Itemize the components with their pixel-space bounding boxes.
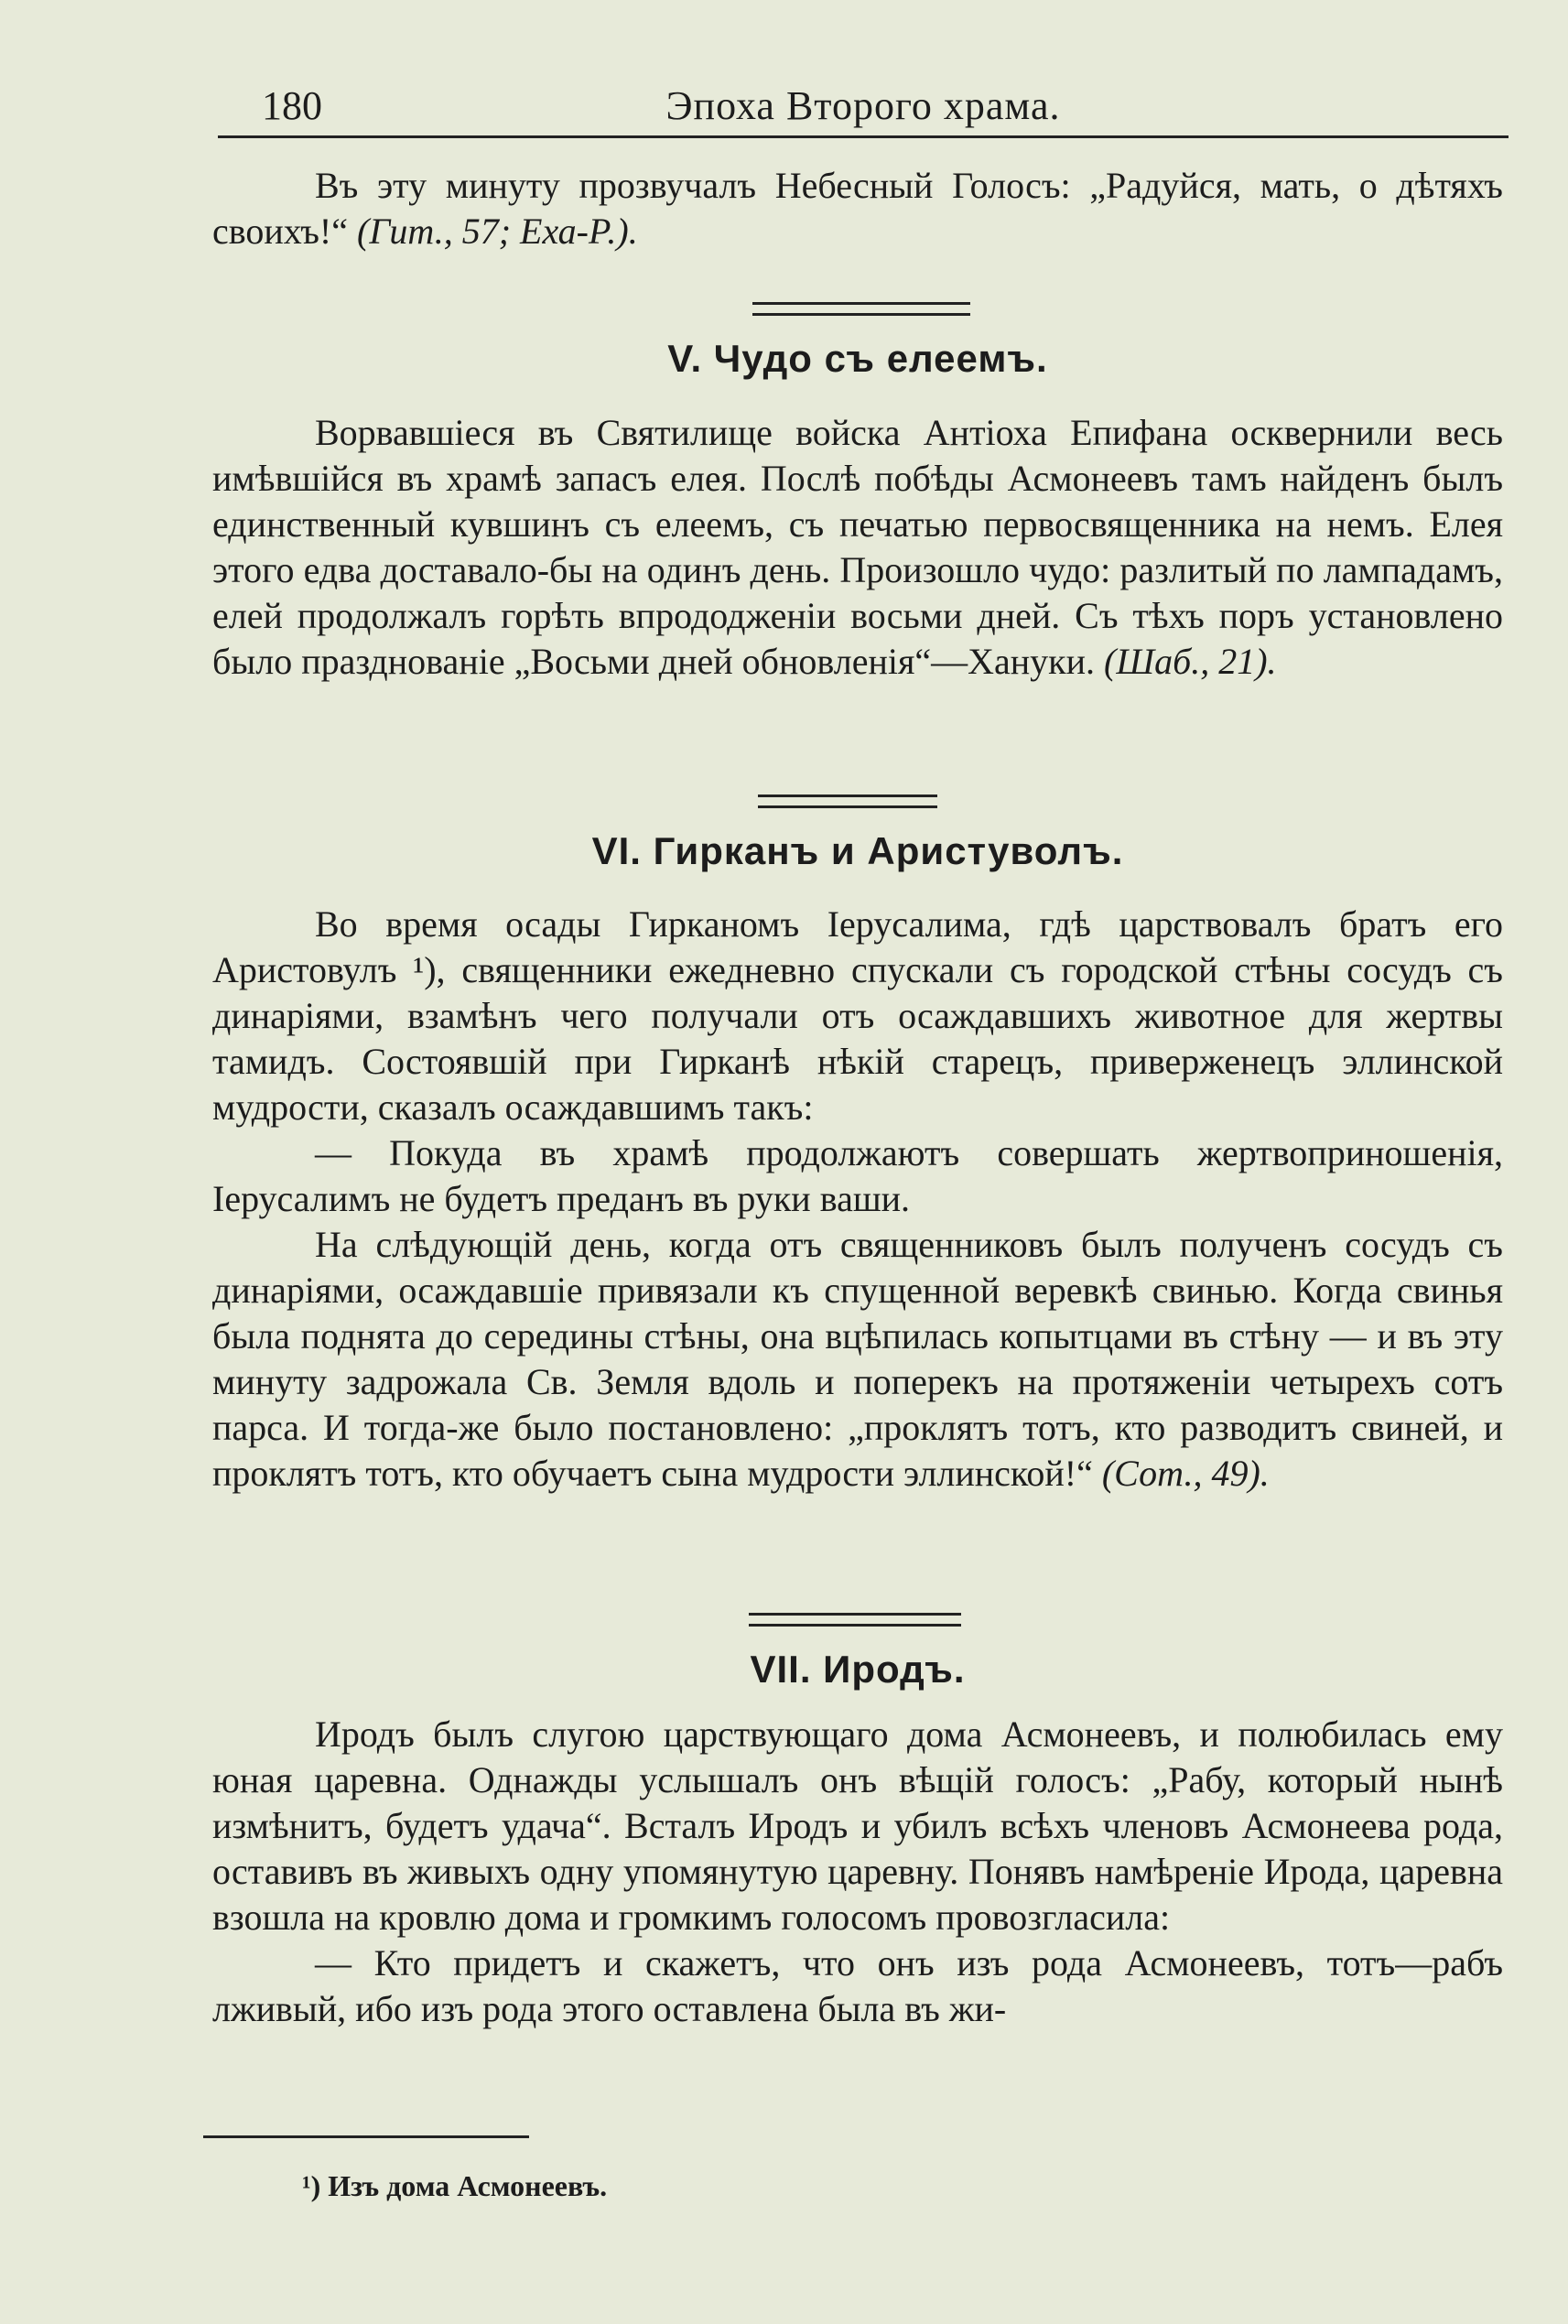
paragraph: — Покуда въ храмѣ продолжаютъ совершать жертвоприношенія, Іерусалимъ не будетъ преданъ въ руки ваши. — [212, 1132, 1503, 1219]
paragraph: Во время осады Гирканомъ Іерусалима, гдѣ царствовалъ братъ его Аристовулъ ¹), священники ежедневно спускали съ городской стѣны сосудъ съ динаріями, взамѣнъ чего получали отъ осаждавшихъ животное для жертвы тамидъ. Состоявшій при Гирканѣ нѣкій старецъ, приверженецъ эллинской мудрости, сказалъ осаждавшимъ такъ: — [212, 903, 1503, 1128]
paragraph: Иродъ былъ слугою царствующаго дома Асмонеевъ, и полюбилась ему юная царевна. Однажды услышалъ онъ вѣщій голосъ: „Рабу, который нынѣ измѣнитъ, будетъ удача“. Всталъ Иродъ и убилъ всѣхъ членовъ Асмонеева рода, оставивъ въ живыхъ одну упомянутую царевну. Понявъ намѣреніе Ирода, царевна взошла на кровлю дома и громкимъ голосомъ провозгласила: — [212, 1713, 1503, 1938]
page-header — [218, 71, 1509, 138]
page-number: 180 — [262, 83, 322, 128]
paragraph: — Кто придетъ и скажетъ, что онъ изъ рода Асмонеевъ, тотъ—рабъ лживый, ибо изъ рода этого оставлена была въ жи- — [212, 1942, 1503, 2029]
section-divider — [749, 1613, 961, 1627]
paragraph: Ворвавшіеся въ Святилище войска Антіоха Епифана осквернили весь имѣвшійся въ храмѣ запасъ елея. Послѣ побѣды Асмонеевъ тамъ найденъ былъ единственный кувшинъ съ елеемъ, съ печатью первосвященника на немъ. Елея этого едва доставало-бы на одинъ день. Произошло чудо: разлитый по лампадамъ, елей продолжалъ горѣть впрододженіи восьми дней. Съ тѣхъ поръ установлено было празднованіе „Восьми дней обновленія“—Хануки. (Шаб., 21). — [212, 412, 1503, 682]
section-heading-vii: VII. Иродъ. — [750, 1648, 966, 1691]
section-heading-v: V. Чудо съ елеемъ. — [667, 337, 1048, 380]
footnote-rule — [203, 2135, 529, 2138]
footnote-marker: ¹) — [302, 2169, 321, 2202]
citation: (Шаб., 21). — [1104, 641, 1277, 682]
section-vi-body — [212, 902, 1503, 1497]
section-vii-body — [212, 1712, 1503, 2032]
footnote-text: Изъ дома Асмонеевъ. — [328, 2169, 608, 2202]
section-heading-vi: VI. Гирканъ и Аристуволъ. — [591, 829, 1124, 872]
intro-paragraph — [212, 163, 1503, 254]
section-divider — [758, 794, 937, 808]
running-title: Эпоха Второго храма. — [665, 83, 1061, 128]
section-divider — [752, 302, 970, 316]
paragraph: На слѣдующій день, когда отъ священниковъ былъ полученъ сосудъ съ динаріями, осаждавшіе привязали къ спущенной веревкѣ свинью. Когда свинья была поднята до середины стѣны, она вцѣпилась копытцами въ стѣну — и въ эту минуту задрожала Св. Земля вдоль и поперекъ на протяженіи четырехъ сотъ парса. И тогда-же было постановлено: „проклятъ тотъ, кто разводитъ свиней, и проклятъ тотъ, кто обучаетъ сына мудрости эллинской!“ (Сот., 49). — [212, 1224, 1503, 1494]
intro-citation: (Гит., 57; Еха-Р.). — [357, 211, 638, 252]
section-v-body — [212, 410, 1503, 685]
intro-text: Въ эту минуту прозвучалъ Небесный Голосъ: „Радуйся, мать, о дѣтяхъ своихъ!“ — [212, 165, 1503, 252]
citation: (Сот., 49). — [1101, 1453, 1270, 1494]
footnote — [302, 2169, 607, 2203]
